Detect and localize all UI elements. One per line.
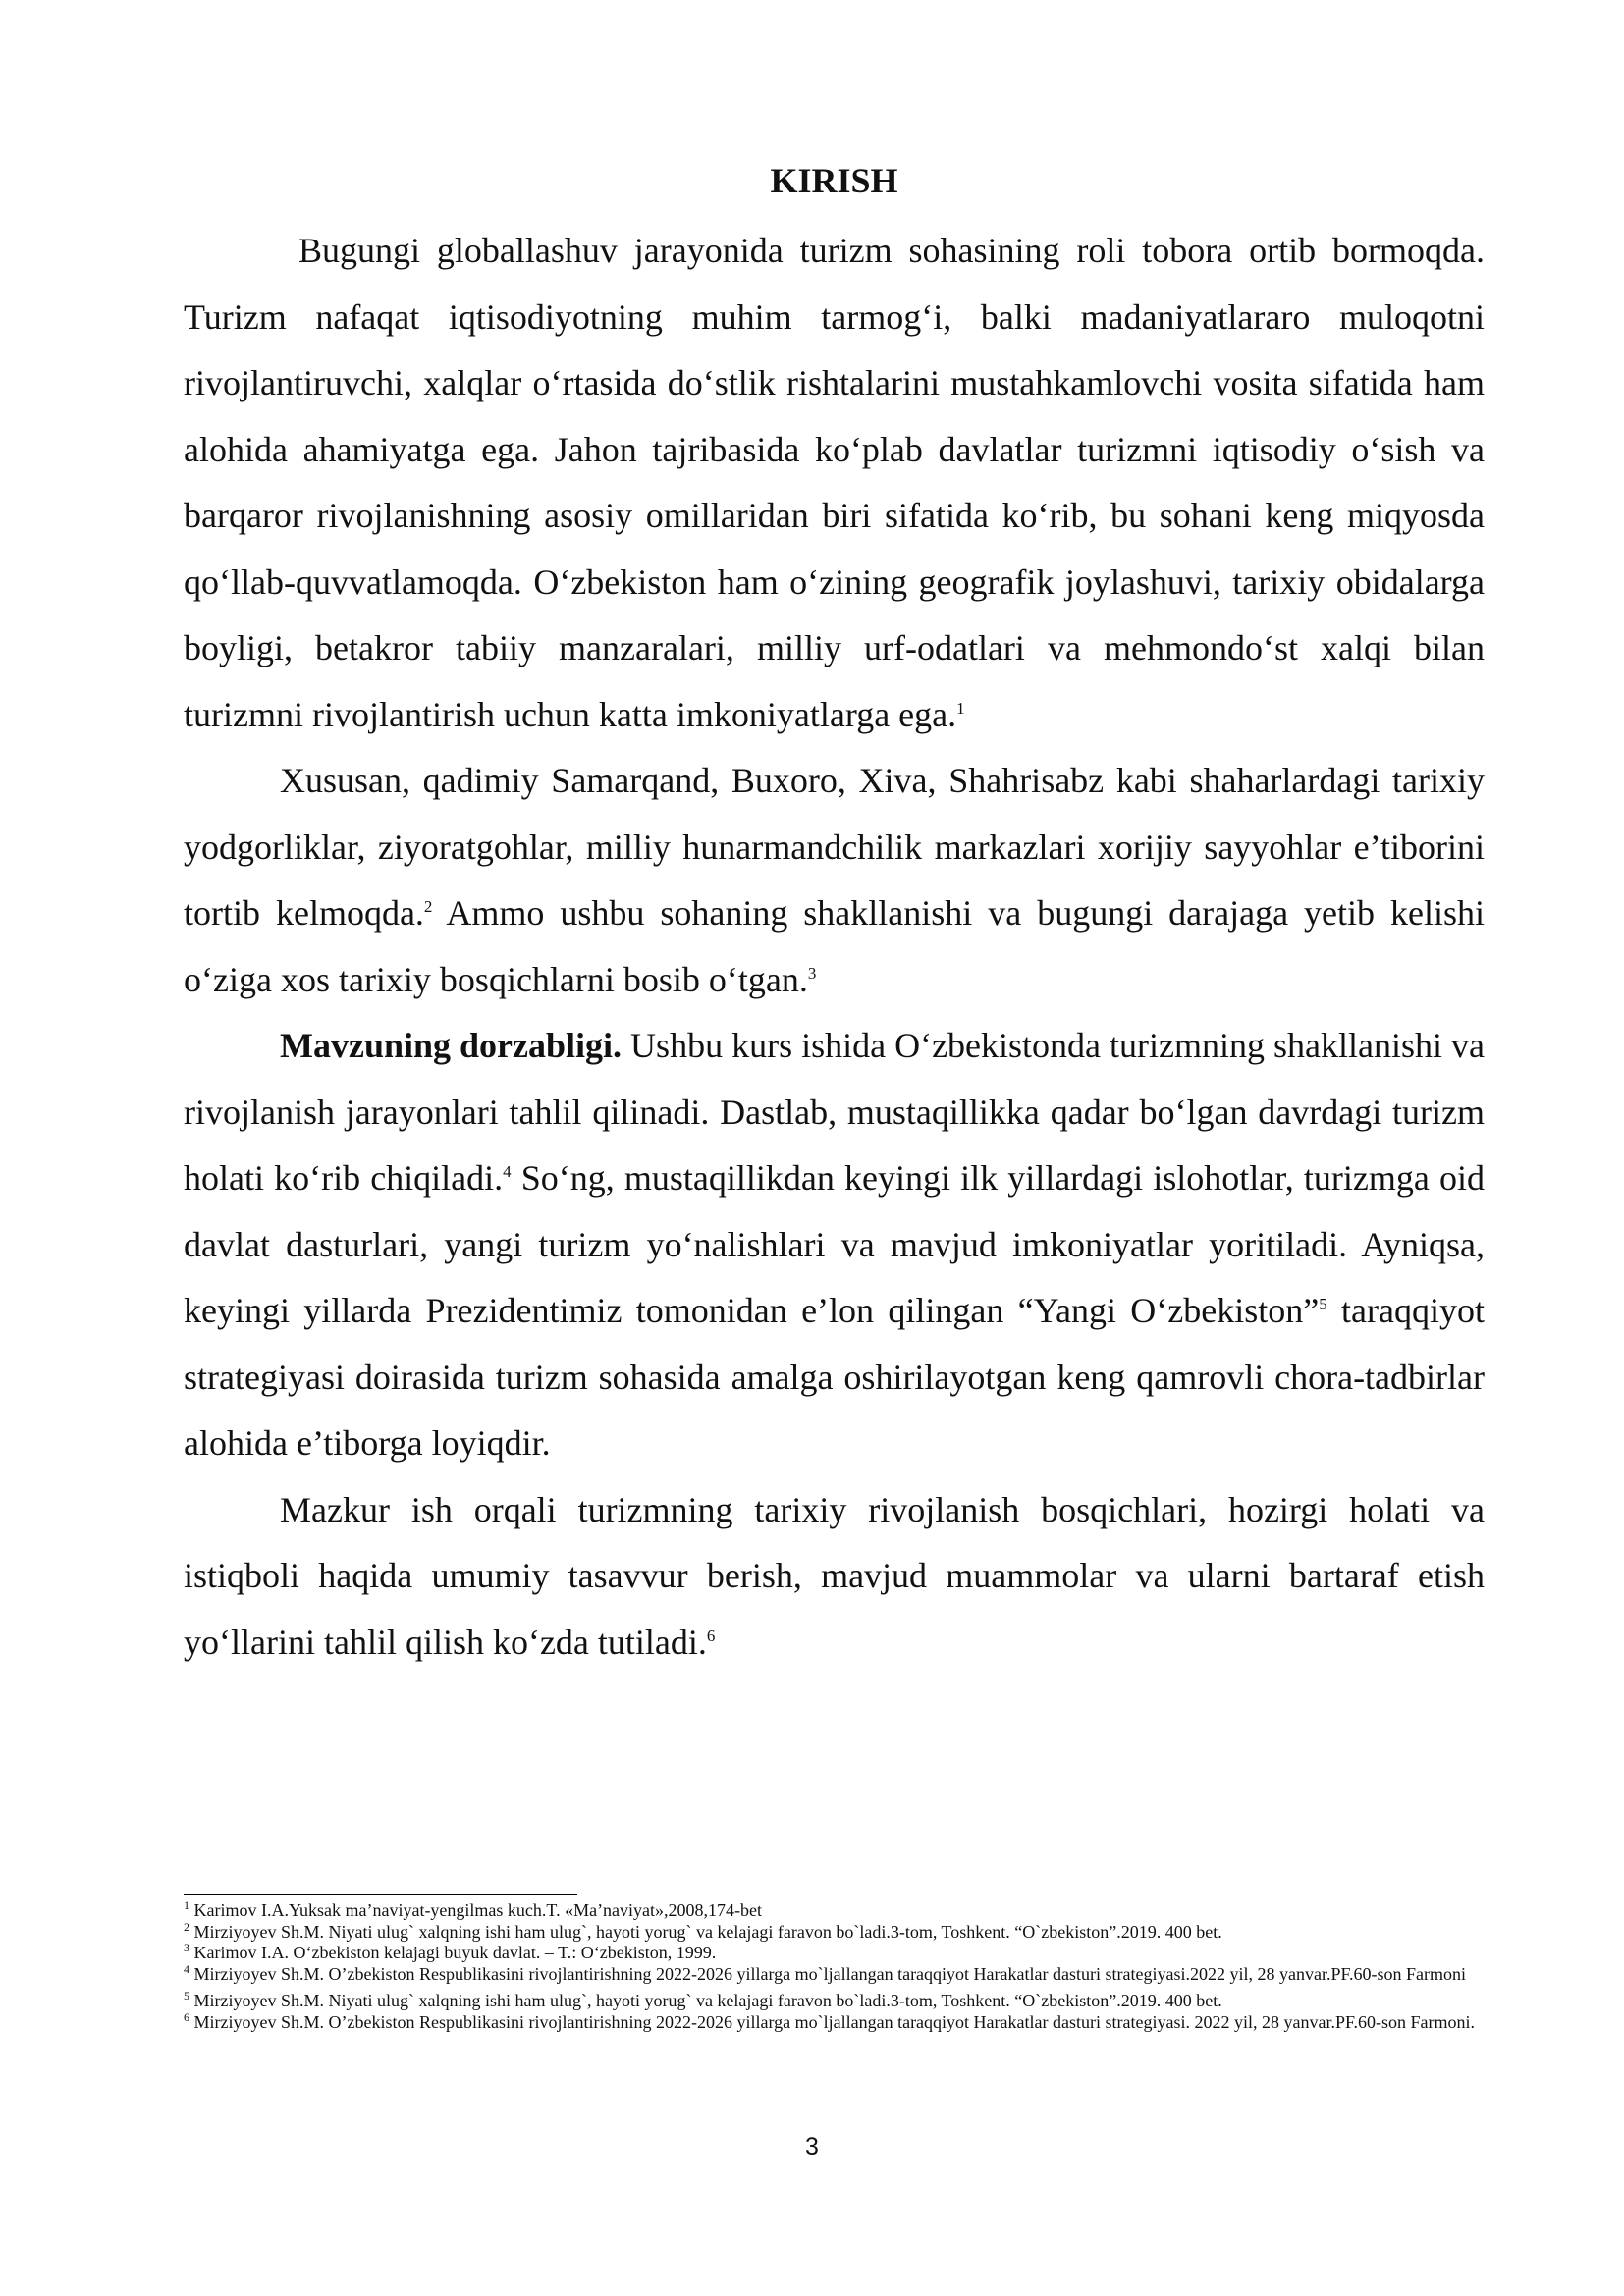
footnote-number: 4: [184, 1961, 189, 1976]
footnote-number: 6: [184, 2009, 189, 2024]
paragraph-goal: [184, 1477, 1485, 1677]
paragraph-relevance: [184, 1013, 1485, 1477]
footnote-item: [184, 1919, 1485, 1944]
footnote-text: Mirziyoyev Sh.M. O’zbekiston Respublikasini rivojlantirishning 2022-2026 yillarga mo`ljallangan taraqqiyot Harakatlar dasturi strategiyasi. 2022 yil, 28 yanvar.PF.60-son Farmoni.: [189, 2011, 1476, 2032]
footnote-ref[interactable]: 1: [956, 698, 965, 718]
footnote-text: Mirziyoyev Sh.M. Niyati ulug` xalqning ishi ham ulug`, hayoti yorug` va kelajagi faravon bo`ladi.3-tom, Toshkent. “O`zbekiston”.2019. 400 bet.: [189, 1921, 1222, 1942]
footnote-ref[interactable]: 6: [706, 1626, 716, 1645]
paragraph-intro: [184, 218, 1485, 748]
footnote-item: [184, 1900, 1485, 1922]
footnote-item: [184, 1961, 1485, 1986]
footnote-separator: [184, 1894, 577, 1895]
footnote-number: 2: [184, 1919, 189, 1934]
paragraph-text: Ushbu kurs ishida O‘zbekistonda turizmning shakllanishi va rivojlanish jarayonlari tahlil qilinadi. Dastlab, mustaqillikka qadar bo‘lgan davrdagi turizm holati ko‘rib chiqiladi.: [184, 1026, 1485, 1198]
footnote-item: [184, 2009, 1485, 2034]
footnote-ref[interactable]: 5: [1319, 1295, 1327, 1313]
paragraph-text: So‘ng, mustaqillikdan keyingi ilk yillardagi islohotlar, turizmga oid davlat dasturlari, yangi turizm yo‘nalishlari va mavjud imkoniyatlar yoritiladi. Ayniqsa, keyingi yillarda Prezidentimiz tomonidan e’lon qilingan “Yangi O‘zbekiston”: [184, 1158, 1485, 1330]
paragraph-text: Mazkur ish orqali turizmning tarixiy rivojlanish bosqichlari, hozirgi holati va istiqboli haqida umumiy tasavvur berish, mavjud muammolar va ularni bartaraf etish yo‘llarini tahlil qilish ko‘zda tutiladi.: [184, 1489, 1485, 1662]
paragraph-lead-bold: Mavzuning dorzabligi.: [280, 1026, 623, 1065]
document-page: [184, 157, 1485, 1676]
paragraph-text: Ammo ushbu sohaning shakllanishi va bugungi darajaga yetib kelishi o‘ziga xos tarixiy bosqichlarni bosib o‘tgan.: [184, 893, 1485, 999]
footnote-number: 5: [184, 1989, 189, 2002]
paragraph-text: Bugungi globallashuv jarayonida turizm sohasining roli tobora ortib bormoqda. Turizm nafaqat iqtisodiyotning muhim tarmog‘i, balki madaniyatlararo muloqotni rivojlantiruvchi, xalqlar o‘rtasida do‘stlik rishtalarini mustahkamlovchi vosita sifatida ham alohida ahamiyatga ega. Jahon tajribasida ko‘plab davlatlar turizmni iqtisodiy o‘sish va barqaror rivojlanishning asosiy omillaridan biri sifatida ko‘rib, bu sohani keng miqyosda qo‘llab-quvvatlamoqda. O‘zbekiston ham o‘zining geografik joylashuvi, tarixiy obidalarga boyligi, betakror tabiiy manzaralari, milliy urf-odatlari va mehmondo‘st xalqi bilan turizmni rivojlantirish uchun katta imkoniyatlarga ega.: [184, 231, 1485, 734]
paragraph-text: taraqqiyot strategiyasi doirasida turizm sohasida amalga oshirilayotgan keng qamrovli chora-tadbirlar alohida e’tiborga loyiqdir.: [184, 1291, 1486, 1463]
paragraph-text: Xususan, qadimiy Samarqand, Buxoro, Xiva, Shahrisabz kabi shaharlardagi tarixiy yodgorliklar, ziyoratgohlar, milliy hunarmandchilik markazlari xorijiy sayyohlar e’tiborini tortib kelmoqda.: [184, 761, 1485, 933]
page-title: KIRISH: [770, 161, 898, 200]
footnote-text: Karimov I.A. O‘zbekiston kelajagi buyuk davlat. – T.: O‘zbekiston, 1999.: [189, 1943, 717, 1962]
page-number: 3: [805, 2133, 819, 2161]
footnote-text: Mirziyoyev Sh.M. O’zbekiston Respublikasini rivojlantirishning 2022-2026 yillarga mo`ljallangan taraqqiyot Harakatlar dasturi strategiyasi.2022 yil, 28 yanvar.PF.60-son Farmoni: [189, 1963, 1467, 1984]
footnote-item: [184, 1991, 1485, 2012]
footnote-text: Karimov I.A.Yuksak ma’naviyat-yengilmas kuch.T. «Ma’naviyat»,2008,174-bet: [189, 1900, 763, 1920]
footnote-ref[interactable]: 3: [807, 963, 817, 983]
footnote-number: 3: [184, 1941, 189, 1954]
footnote-number: 1: [184, 1898, 189, 1912]
footnote-item: [184, 1943, 1485, 1964]
footnote-text: Mirziyoyev Sh.M. Niyati ulug` xalqning ishi ham ulug`, hayoti yorug` va kelajagi faravon bo`ladi.3-tom, Toshkent. “O`zbekiston”.2019. 400 bet.: [189, 1991, 1222, 2010]
paragraph-cities: [184, 748, 1485, 1013]
footnote-ref[interactable]: 2: [423, 897, 433, 916]
footnotes-section: [184, 1900, 1485, 2033]
footnote-ref[interactable]: 4: [503, 1162, 512, 1181]
